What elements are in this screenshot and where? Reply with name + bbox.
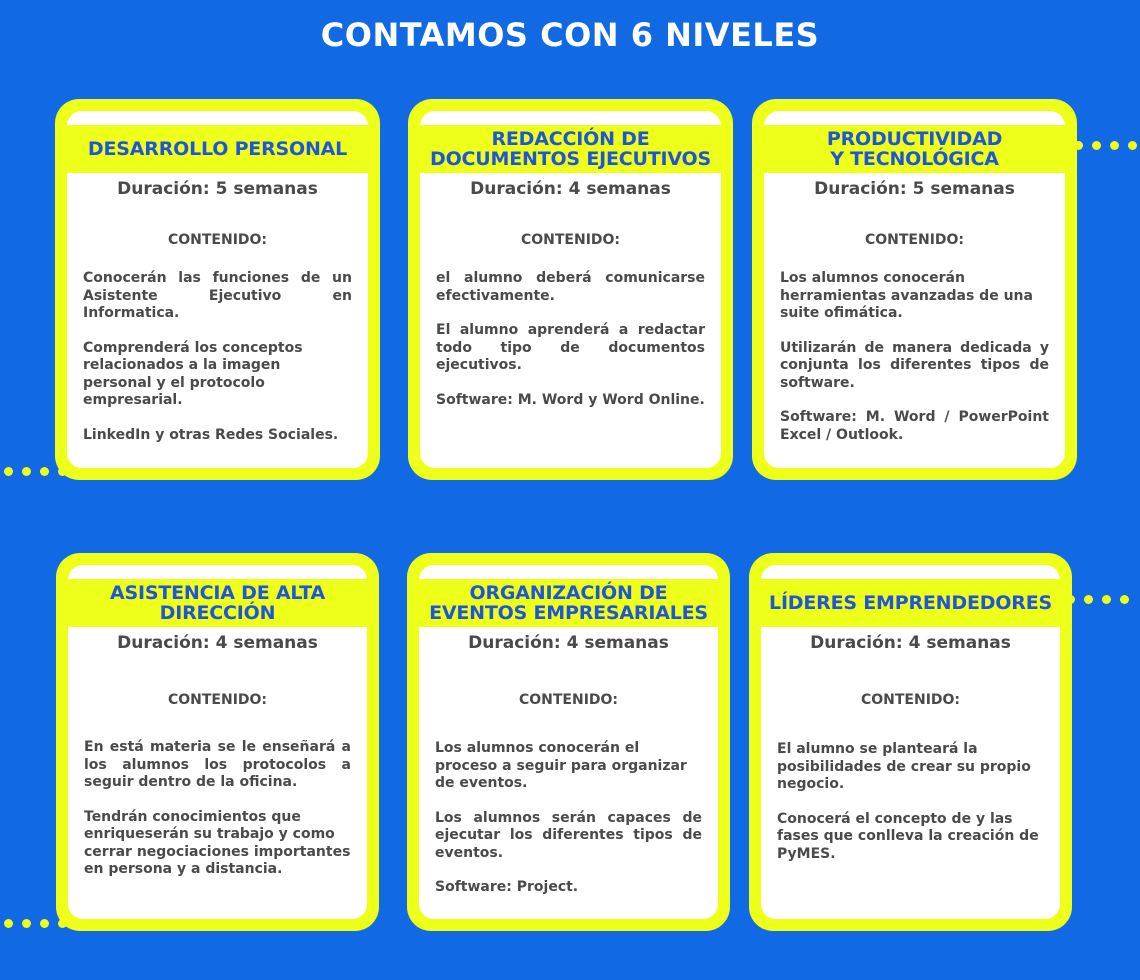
level-title: ASISTENCIA DE ALTA DIRECCIÓN	[110, 582, 325, 624]
content-paragraph: Los alumnos serán capaces de ejecutar los diferentes tipos de eventos.	[435, 809, 702, 861]
content-label: CONTENIDO:	[167, 232, 268, 248]
content-paragraph: Los alumnos conocerán el proceso a seguir para organizar de eventos.	[435, 740, 687, 791]
content-label: CONTENIDO:	[518, 692, 619, 708]
level-card-asistencia-alta-direccion	[56, 553, 379, 931]
content-paragraph: En está materia se le enseñará a los alumnos los protocolos a seguir dentro de la oficina.	[84, 739, 351, 790]
level-title: DESARROLLO PERSONAL	[87, 138, 348, 160]
level-card-redaccion-documentos	[408, 99, 733, 480]
content-paragraph: LinkedIn y otras Redes Sociales.	[83, 426, 339, 443]
level-card-organizacion-eventos	[407, 553, 730, 931]
content-label: CONTENIDO:	[520, 232, 621, 248]
card-body	[764, 111, 1065, 468]
card-body	[68, 565, 367, 919]
level-duration: Duración: 4 semanas	[470, 179, 671, 199]
content-paragraph: Conocerán las funciones de un Asistente Ejecutivo en Informatica.	[83, 270, 352, 321]
card-body	[67, 111, 368, 468]
content-paragraph: Utilizarán de manera dedicada y conjunta los diferentes tipos de software.	[780, 339, 1049, 391]
card-body	[419, 565, 718, 919]
content-paragraph: El alumno se planteará la posibilidades de crear su propio negocio.	[777, 741, 1031, 792]
card-header	[67, 125, 368, 173]
content-paragraph: Conocerá el concepto de y las fases que conlleva la creación de PyMES.	[777, 810, 1039, 862]
card-header	[761, 579, 1060, 627]
level-content	[777, 741, 1044, 880]
level-title: LÍDERES EMPRENDEDORES	[769, 592, 1052, 614]
level-content	[435, 740, 702, 914]
content-label: CONTENIDO:	[167, 692, 268, 708]
level-title: REDACCIÓN DE DOCUMENTOS EJECUTIVOS	[430, 128, 711, 170]
content-paragraph: Software: M. Word / PowerPoint Excel / Outlook.	[780, 409, 1049, 443]
level-card-lideres-emprendedores	[749, 553, 1072, 931]
level-content	[84, 739, 351, 896]
level-duration: Duración: 4 semanas	[117, 633, 318, 653]
content-paragraph: El alumno aprenderá a redactar todo tipo de documentos ejecutivos.	[436, 322, 705, 373]
level-duration: Duración: 5 semanas	[814, 179, 1015, 199]
card-body	[420, 111, 721, 468]
level-content	[436, 270, 705, 426]
level-content	[83, 270, 352, 461]
level-card-productividad	[752, 99, 1077, 480]
content-paragraph: Software: M. Word y Word Online.	[436, 391, 705, 408]
card-body	[761, 565, 1060, 919]
content-paragraph: Los alumnos conocerán herramientas avanzadas de una suite ofimática.	[780, 270, 1033, 321]
card-header	[68, 579, 367, 627]
content-paragraph: Tendrán conocimientos que enriqueserán su trabajo y como cerrar negociaciones importantes en persona y a distancia.	[84, 808, 351, 877]
level-duration: Duración: 5 semanas	[117, 179, 318, 199]
level-card-desarrollo-personal	[55, 99, 380, 480]
dots-decoration	[1066, 595, 1129, 604]
page-title: CONTAMOS CON 6 NIVELES	[320, 16, 820, 54]
dots-decoration	[4, 919, 67, 928]
content-paragraph: Software: Project.	[435, 879, 579, 895]
card-header	[419, 579, 718, 627]
level-title: PRODUCTIVIDAD Y TECNOLÓGICA	[826, 128, 1003, 170]
content-paragraph: el alumno deberá comunicarse efectivamente.	[436, 270, 705, 304]
content-label: CONTENIDO:	[860, 692, 961, 708]
level-duration: Duración: 4 semanas	[468, 633, 669, 653]
card-header	[764, 125, 1065, 173]
level-content	[780, 270, 1049, 461]
dots-decoration	[1074, 141, 1137, 150]
level-title: ORGANIZACIÓN DE EVENTOS EMPRESARIALES	[429, 582, 708, 624]
content-label: CONTENIDO:	[864, 232, 965, 248]
card-header	[420, 125, 721, 173]
content-paragraph: Comprenderá los conceptos relacionados a la imagen personal y el protocolo empresarial.	[83, 339, 303, 408]
level-duration: Duración: 4 semanas	[810, 633, 1011, 653]
